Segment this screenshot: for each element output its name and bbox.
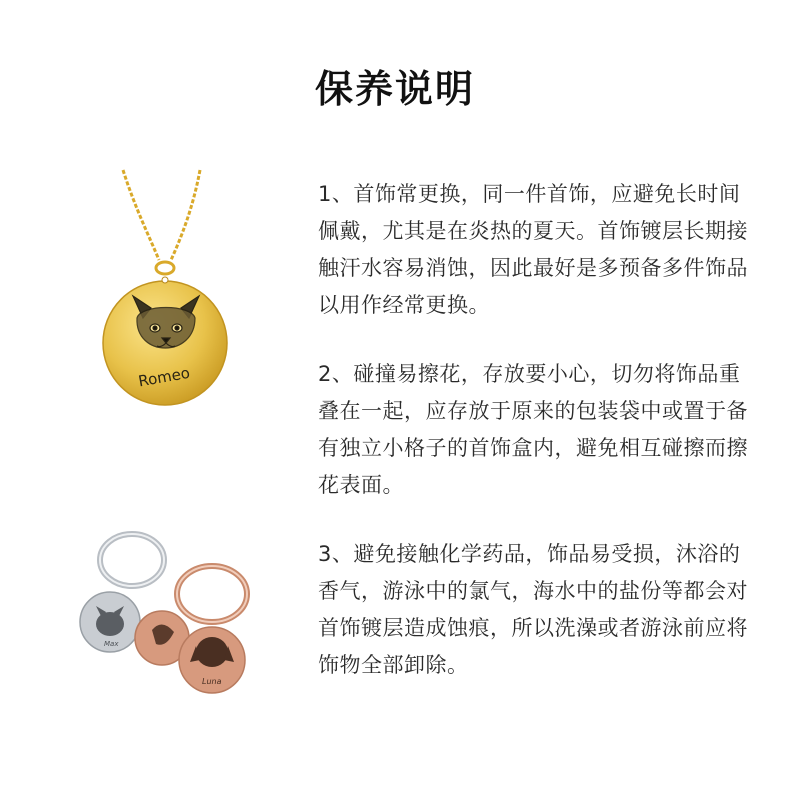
care-instruction-3: 3、避免接触化学药品，饰品易受损，沐浴的香气，游泳中的氯气，海水中的盐份等都会对首饰镀层造成蚀痕，所以洗澡或者游泳前应将饰物全部卸除。 (318, 542, 748, 677)
care-instruction-1: 1、首饰常更换，同一件首饰，应避免长时间佩戴，尤其是在炎热的夏天。首饰镀层长期接触汗水容易消蚀，因此最好是多预备多件饰品以用作经常更换。 (318, 182, 748, 317)
rose-tag-name: Luna (202, 677, 222, 686)
page-title: 保养说明 (314, 67, 475, 111)
care-instruction-2: 2、碰撞易擦花，存放要小心，切勿将饰品重叠在一起，应存放于原来的包装袋中或置于备有独立小格子的首饰盒内，避免相互碰擦而擦花表面。 (318, 362, 748, 497)
silver-tag-name: Max (104, 640, 119, 648)
pendant-engraving: Romeo (136, 363, 192, 391)
necklace-image (95, 168, 235, 408)
keychains-image (62, 522, 272, 702)
